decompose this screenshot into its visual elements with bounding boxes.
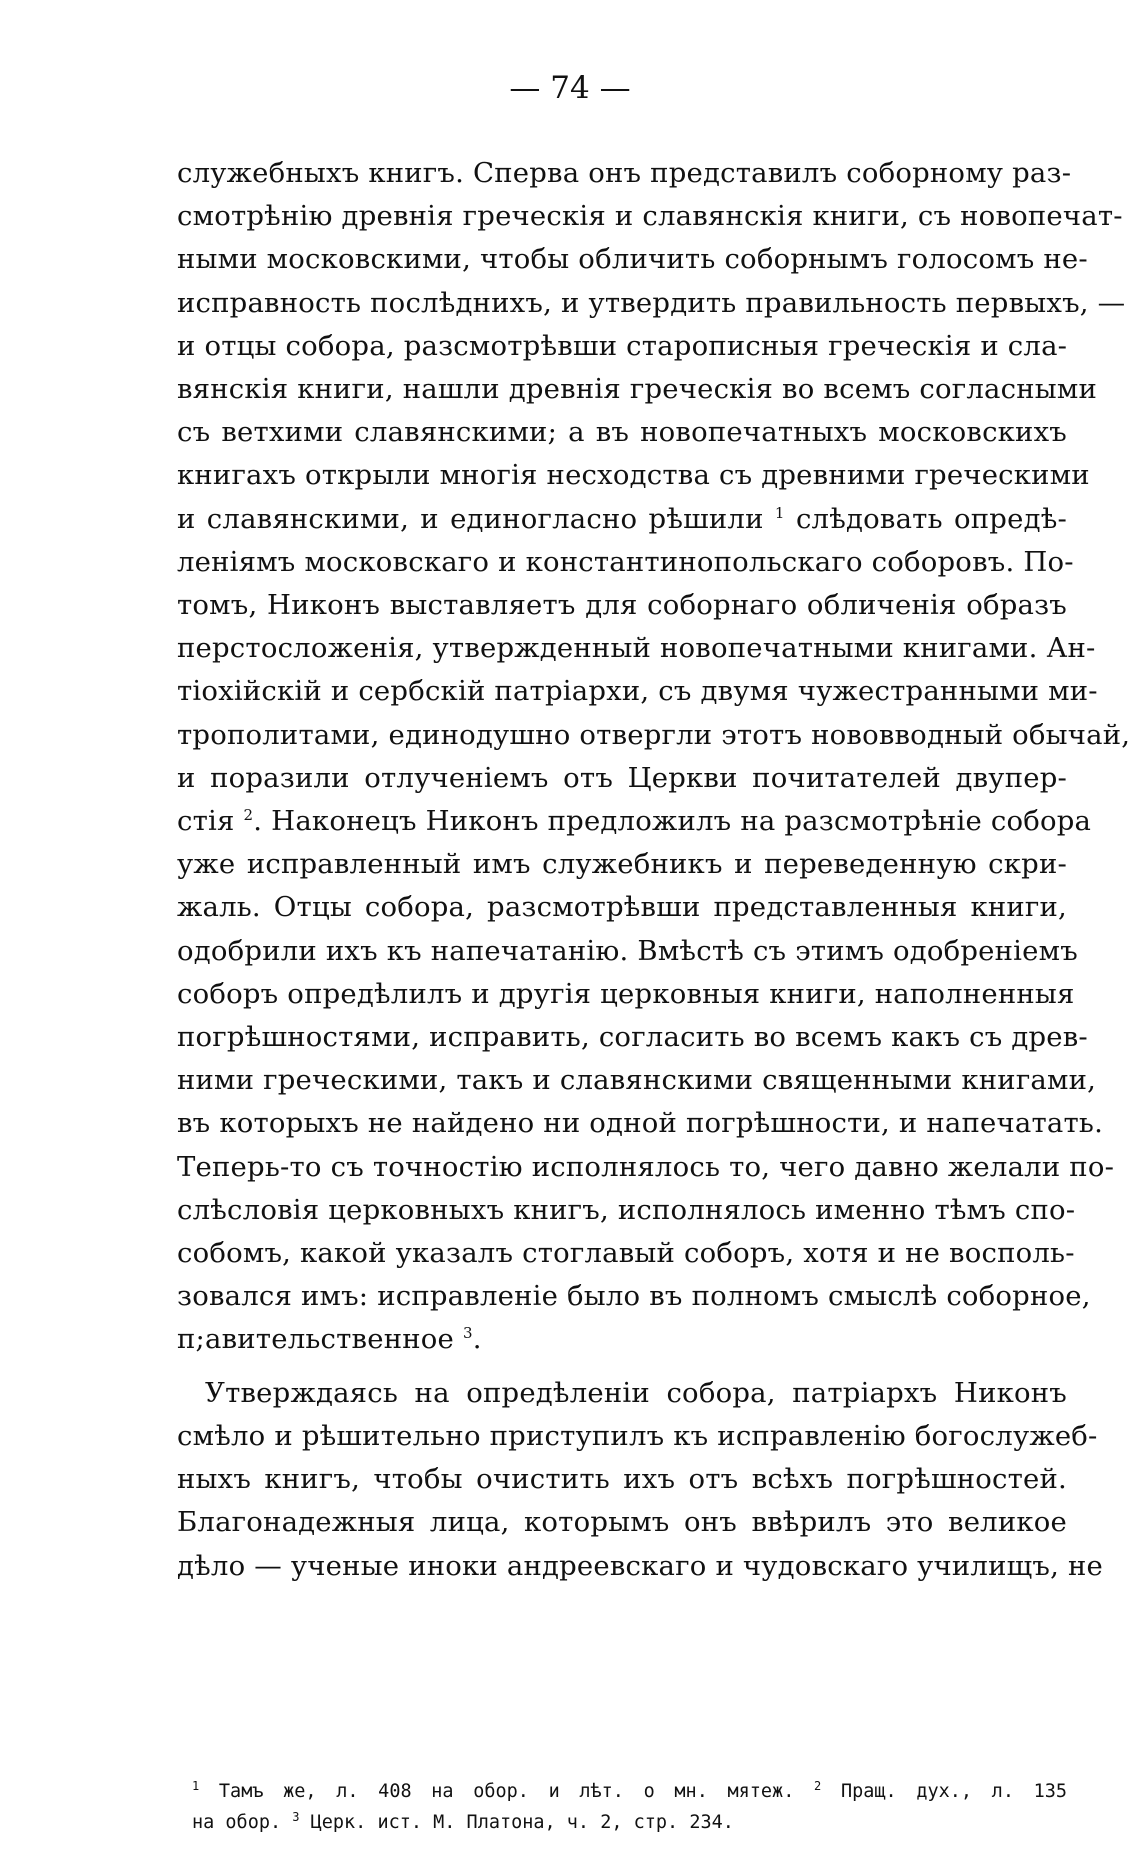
text-line: Утверждаясь на опредѣленіи собора, патріархъ Никонъ xyxy=(205,1376,1067,1409)
footnote-text: на обор. xyxy=(192,1812,282,1833)
text-line: одобрили ихъ къ напечатанію. Вмѣстѣ съ этимъ одобреніемъ xyxy=(177,934,1078,967)
text-line: собомъ, какой указалъ стоглавый соборъ, хотя и не восполь- xyxy=(177,1237,1075,1270)
text-line xyxy=(177,800,1092,843)
body-text xyxy=(177,152,1131,1588)
text-line xyxy=(177,498,1067,541)
text-segment: стія xyxy=(177,805,235,838)
text-line: слѣсловія церковныхъ книгъ, исполнялось именно тѣмъ спо- xyxy=(177,1193,1076,1226)
text-line: вянскія книги, нашли древнія греческія во всемъ согласными xyxy=(177,373,1097,406)
text-line: соборъ опредѣлилъ и другія церковныя книги, наполненныя xyxy=(177,977,1075,1010)
paragraph-gap xyxy=(177,1362,1067,1372)
text-line: книгахъ открыли многія несходства съ древними греческими xyxy=(177,459,1090,492)
text-line: дѣло — ученые иноки андреевскаго и чудовскаго училищъ, не xyxy=(177,1549,1103,1582)
text-line: трополитами, единодушно отвергли этотъ нововводный обычай, xyxy=(177,718,1131,751)
footnote-ref: 2 xyxy=(243,806,254,825)
text-line: леніямъ московскаго и константинопольскаго соборовъ. По- xyxy=(177,545,1074,578)
text-line: и отцы собора, разсмотрѣвши старописныя греческія и сла- xyxy=(177,329,1068,362)
text-line: съ ветхими славянскими; а въ новопечатныхъ московскихъ xyxy=(177,416,1067,449)
text-line: ными московскими, чтобы обличить соборнымъ голосомъ не- xyxy=(177,243,1088,276)
footnote-text: Пращ. дух., л. 135 xyxy=(840,1781,1068,1802)
text-line: зовался имъ: исправленіе было въ полномъ смыслѣ соборное, xyxy=(177,1280,1091,1313)
text-line: въ которыхъ не найдено ни одной погрѣшности, и напечатать. xyxy=(177,1107,1104,1140)
text-line: жаль. Отцы собора, разсмотрѣвши представленныя книги, xyxy=(177,891,1067,924)
text-line: смѣло и рѣшительно приступилъ къ исправленію богослужеб- xyxy=(177,1419,1098,1452)
text-line: исправность послѣднихъ, и утвердить правильность первыхъ, — xyxy=(177,286,1126,319)
text-segment: слѣдовать опредѣ- xyxy=(795,502,1067,535)
text-line: перстосложенія, утвержденный новопечатными книгами. Ан- xyxy=(177,632,1096,665)
footnote-mark: 2 xyxy=(814,1779,822,1793)
text-line: и поразили отлученіемъ отъ Церкви почитателей двупер- xyxy=(177,761,1067,794)
footnote-ref: 3 xyxy=(462,1324,473,1343)
footnote-line xyxy=(192,1776,1067,1807)
text-line: смотрѣнію древнія греческія и славянскія книги, съ новопечат- xyxy=(177,200,1123,233)
text-line: погрѣшностями, исправить, согласить во всемъ какъ съ древ- xyxy=(177,1021,1088,1054)
footnote-ref: 1 xyxy=(774,503,785,522)
footnotes xyxy=(192,1776,1067,1838)
text-segment: и славянскими, и единогласно рѣшили xyxy=(177,502,764,535)
footnote-line xyxy=(192,1807,1067,1838)
text-line: тіохійскій и сербскій патріархи, съ двумя чужестранными ми- xyxy=(177,675,1098,708)
text-segment: . xyxy=(472,1323,482,1356)
footnote-text: Тамъ же, л. 408 на обор. и лѣт. о мн. мятеж. xyxy=(218,1781,795,1802)
page-number: — 74 — xyxy=(509,70,631,106)
footnote-mark: 1 xyxy=(192,1779,200,1793)
text-line: томъ, Никонъ выставляетъ для соборнаго обличенія образъ xyxy=(177,589,1067,622)
text-segment: . Наконецъ Никонъ предложилъ на разсмотрѣніе собора xyxy=(253,805,1092,838)
footnote-text: Церк. ист. М. Платона, ч. 2, стр. 234. xyxy=(310,1812,734,1833)
text-line: служебныхъ книгъ. Сперва онъ представилъ соборному раз- xyxy=(177,157,1072,189)
text-segment: п;авительственное xyxy=(177,1323,454,1356)
text-line: ними греческими, такъ и славянскими священными книгами, xyxy=(177,1064,1097,1097)
text-line xyxy=(177,1318,1067,1361)
text-line: ныхъ книгъ, чтобы очистить ихъ отъ всѣхъ погрѣшностей. xyxy=(177,1463,1067,1496)
footnote-mark: 3 xyxy=(292,1810,300,1824)
text-line: Благонадежныя лица, которымъ онъ ввѣрилъ это великое xyxy=(177,1506,1067,1539)
text-line: Теперь-то съ точностію исполнялось то, чего давно желали по- xyxy=(177,1150,1115,1183)
text-line: уже исправленный имъ служебникъ и переведенную скри- xyxy=(177,848,1067,881)
